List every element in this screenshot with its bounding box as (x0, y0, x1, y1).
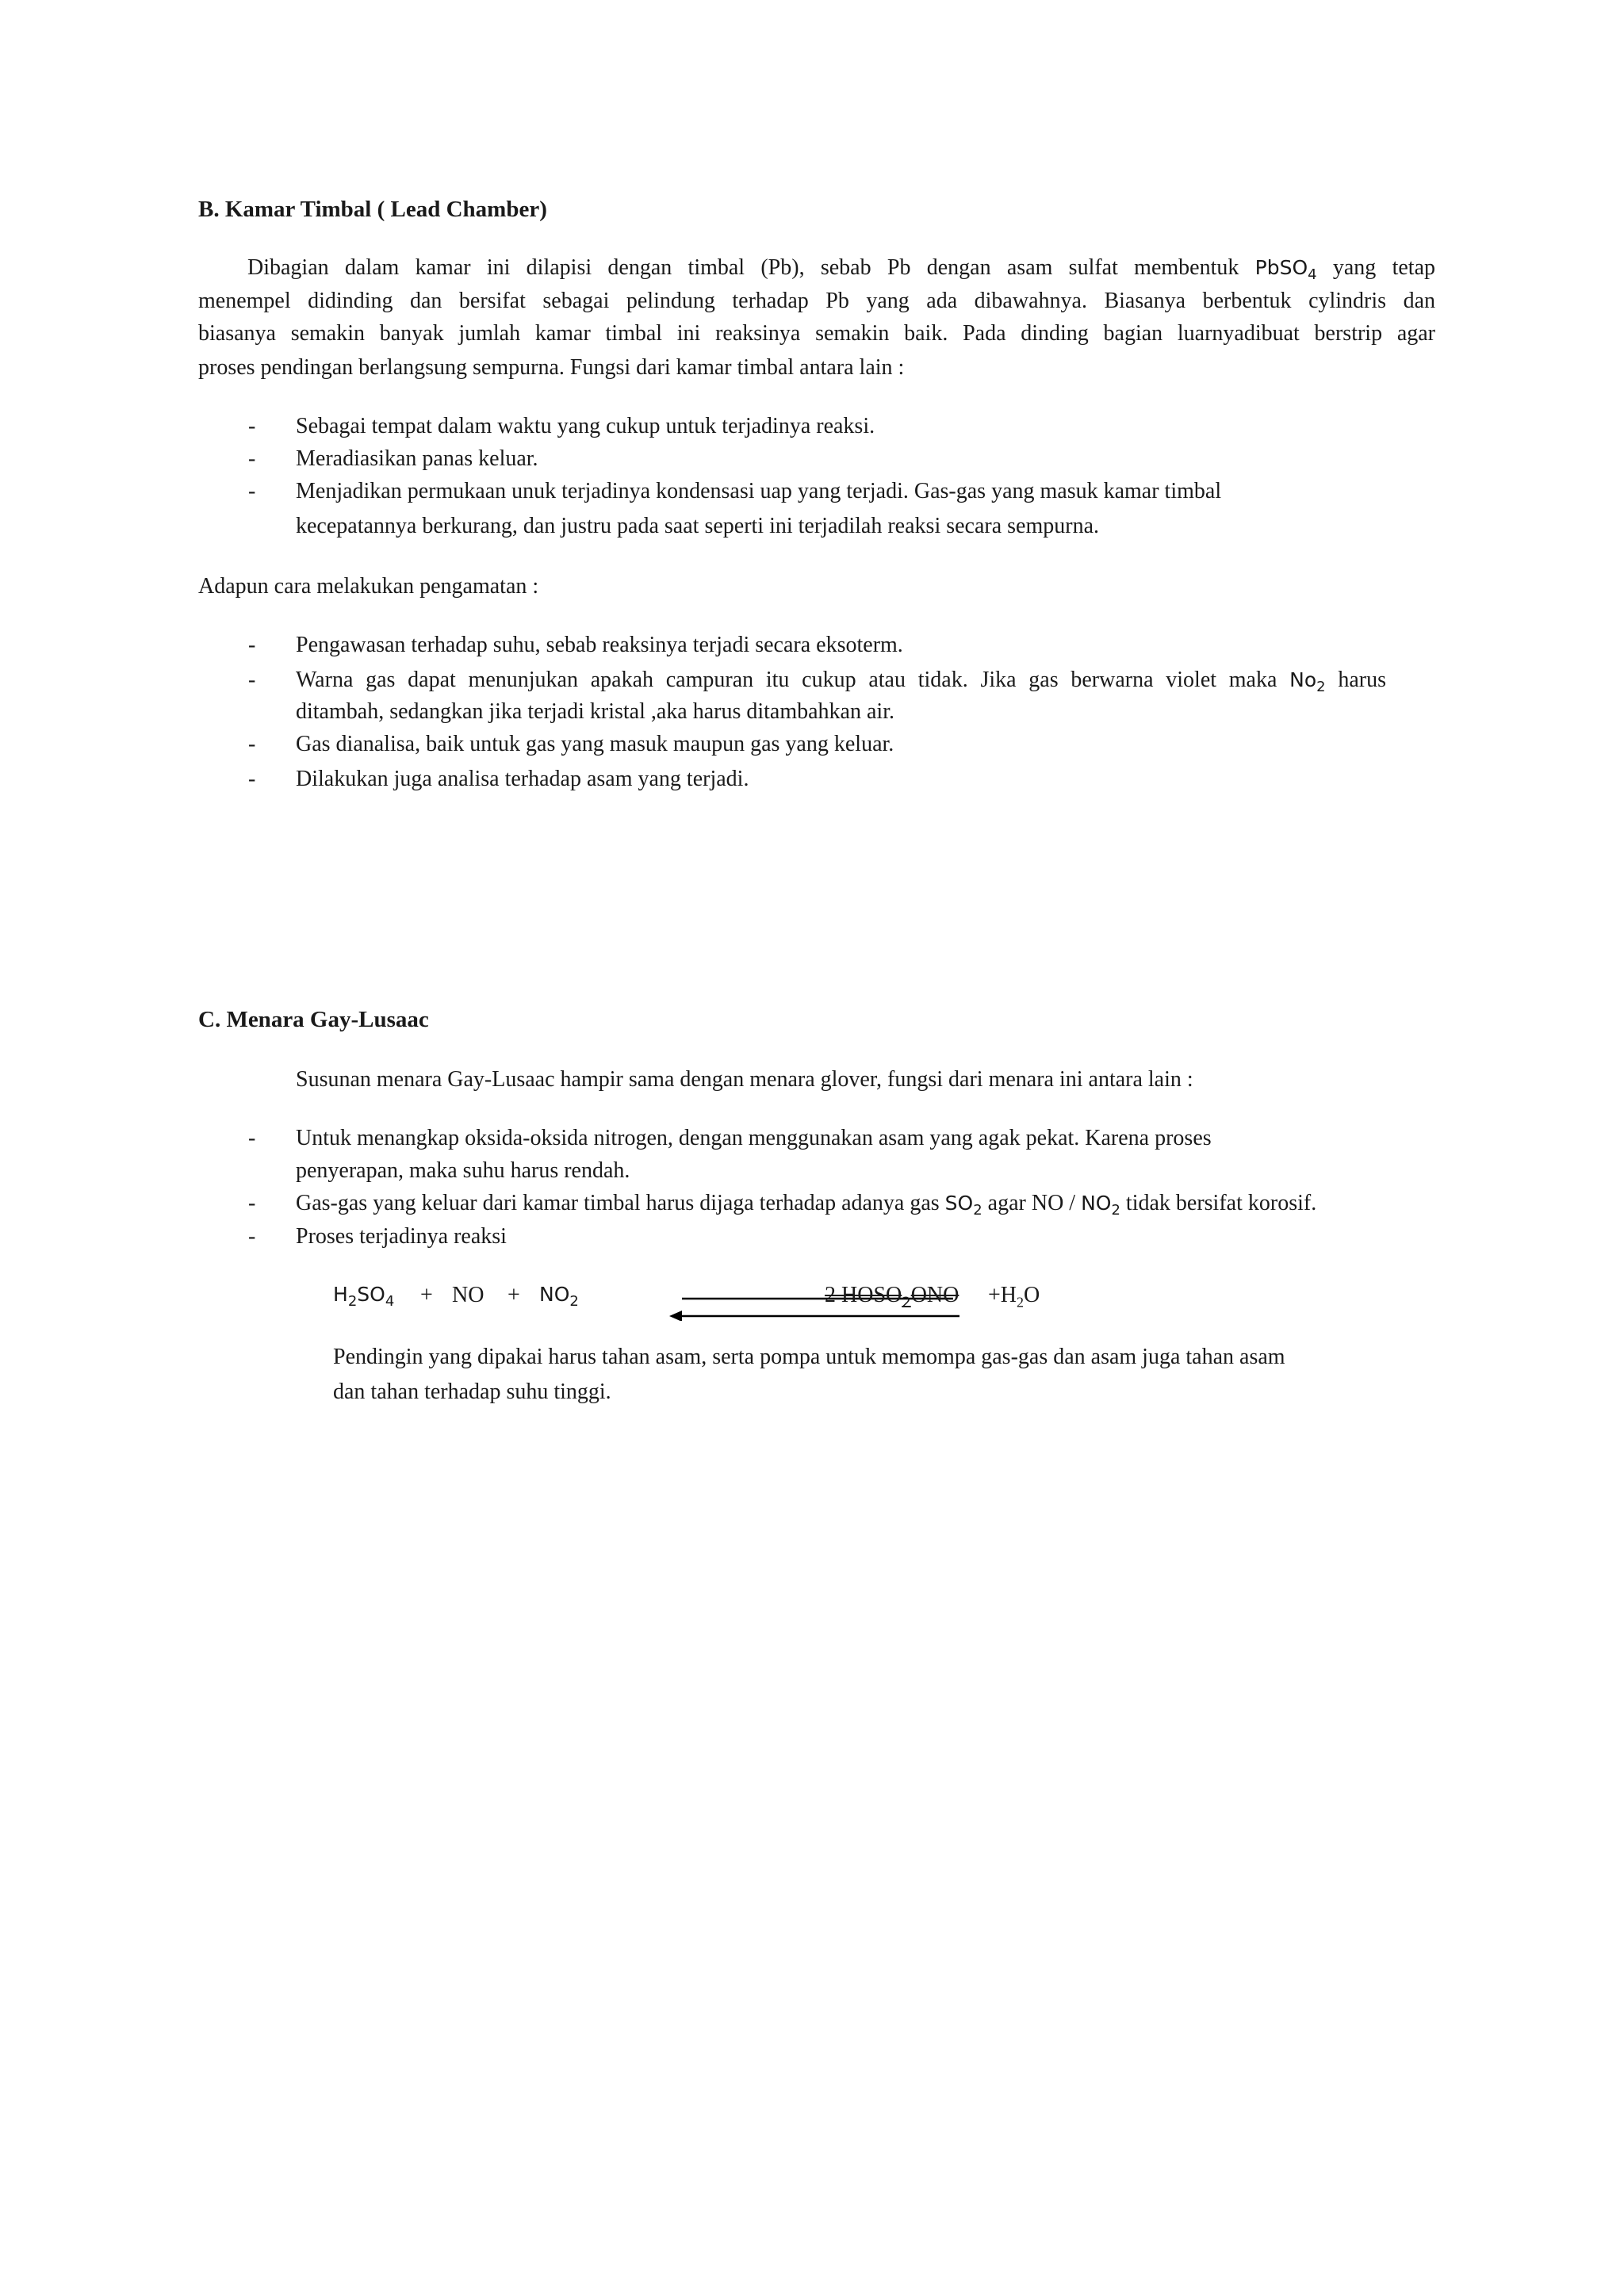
chemical-formula-pbso4: PbSO$_4$ (1254, 256, 1317, 283)
chemical-formula-no2: $NO_2$ (1081, 1192, 1120, 1219)
paragraph-line: menempel didinding dan bersifat sebagai pelindung terhadap Pb yang ada dibawahnya. Biasanya berbentuk cylindris dan (198, 289, 1435, 313)
chemical-formula-no2: $No_2$ (1289, 668, 1326, 695)
paragraph-line: Dibagian dalam kamar ini dilapisi dengan timbal (Pb), sebab Pb dengan asam sulfat membentuk PbSO$_4$ yang tetap (247, 255, 1435, 283)
paragraph-line: proses pendingan berlangsung sempurna. Fungsi dari kamar timbal antara lain : (198, 355, 905, 380)
reactant-no2: $NO_2$ (539, 1283, 579, 1310)
note-line: dan tahan terhadap suhu tinggi. (333, 1380, 611, 1404)
product-water: $+H_2O$ (988, 1283, 1040, 1311)
note-line: Pendingin yang dipakai harus tahan asam, serta pompa untuk memompa gas-gas dan asam juga tahan asam (333, 1345, 1285, 1369)
observation-intro: Adapun cara melakukan pengamatan : (198, 574, 539, 599)
section-title-lead-chamber: B. Kamar Timbal ( Lead Chamber) (198, 197, 547, 222)
section-intro: Susunan menara Gay-Lusaac hampir sama dengan menara glover, fungsi dari menara ini antara lain : (296, 1067, 1193, 1092)
product-hoso2ono: 2 $HOSO_2ONO$ (825, 1283, 959, 1311)
paragraph-line: biasanya semakin banyak jumlah kamar timbal ini reaksinya semakin baik. Pada dinding bagian luarnyadibuat berstrip agar (198, 321, 1435, 346)
section-title-gay-lusaac: C. Menara Gay-Lusaac (198, 1007, 429, 1032)
reactant-no: NO (452, 1283, 485, 1307)
chemical-formula-so2: $SO_2$ (944, 1192, 982, 1219)
document-page: B. Kamar Timbal ( Lead Chamber) Dibagian dalam kamar ini dilapisi dengan timbal (Pb), sebab Pb dengan asam sulfat membentuk PbSO$_4$ yang tetap menempel didinding dan bersifat sebagai pelindung terhadap Pb yang ada dibawahnya. Biasanya berbentuk cylindris dan biasanya semakin banyak jumlah kamar timbal ini reaksinya semakin baik. Pada dinding bagian luarnyadibuat berstrip agar proses pendingan berlangsung sempurna. Fungsi dari kamar timbal antara lain : - Sebagai tempat dalam waktu yang cukup untuk terjadinya reaksi. - Meradiasikan panas keluar. - Menjadikan permukaan unuk terjadinya kondensasi uap yang terjadi. Gas-gas yang masuk kamar timbal kecepatannya berkurang, dan justru pada saat seperti ini terjadilah reaksi secara sempurna. Adapun cara melakukan pengamatan : - Pengawasan terhadap suhu, sebab reaksinya terjadi secara eksoterm. - Warna gas dapat menunjukan apakah campuran itu cukup atau tidak. Jika gas berwarna violet maka $No_2$ harus ditambah, sedangkan jika terjadi kristal ,aka harus ditambahkan air. - Gas dianalisa, baik untuk gas yang masuk maupun gas yang keluar. - Dilakukan juga analisa terhadap asam yang terjadi. C. Menara Gay-Lusaac Susunan menara Gay-Lusaac hampir sama dengan menara glover, fungsi dari menara ini antara lain : - Untuk menangkap oksida-oksida nitrogen, dengan menggunakan asam yang agak pekat. Karena proses penyerapan, maka suhu harus rendah. - Gas-gas yang keluar dari kamar timbal harus dijaga terhadap adanya gas $SO_2$ agar NO / $NO_2$ tidak bersifat korosif. - Proses terjadinya reaksi $H_2SO_4$ + NO + $NO_2$ 2 $HOSO_2ONO$ $+H_2O$ Pendingin yang dipakai harus tahan asam, serta pompa untuk memompa gas-gas dan asam juga tahan asam dan tahan terhadap suhu tinggi. (198, 197, 1435, 1404)
reactant-h2so4: $H_2SO_4$ (333, 1283, 395, 1310)
